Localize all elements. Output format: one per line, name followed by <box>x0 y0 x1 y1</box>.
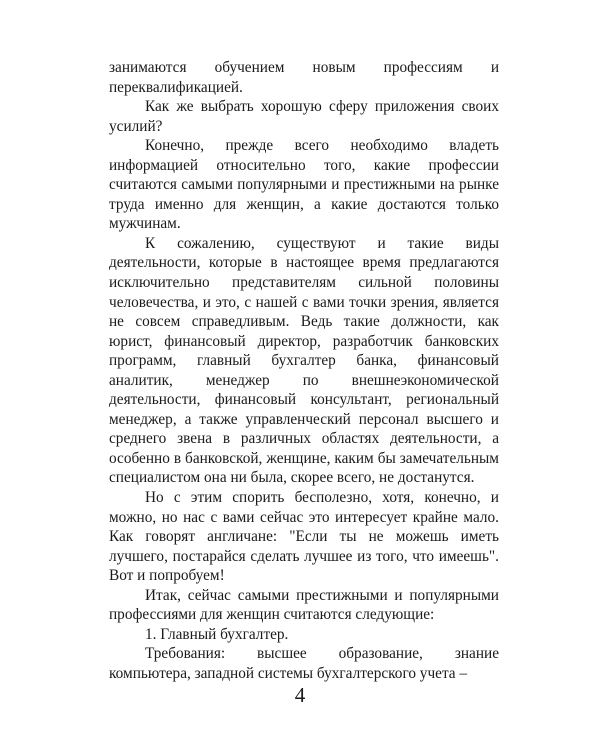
page-number: 4 <box>294 683 306 707</box>
paragraph-english-saying: Но с этим спорить бесполезно, хотя, конечно, и можно, но нас с вами сейчас это интересует крайне мало. Как говорят англичане: "Если ты не можешь иметь лучшего, постарайся сделать лучшее из того, что имеешь". Вот и попробуем! <box>109 489 499 585</box>
list-item-chief-accountant: 1. Главный бухгалтер. <box>145 625 289 643</box>
paragraph-male-professions: К сожалению, существуют и такие виды деятельности, которые в настоящее время предлагаются исключительно представителям сильной половины человечества, и это, с нашей с вами точки зрения, является не совсем справедливым. Ведь такие должности, как юрист, финансовый директор, разработчик банковских программ, главный бухгалтер банка, финансовый аналитик, менеджер по внешнеэкономической деятельности, финансовый консультант, региональный менеджер, а также управленческий персонал высшего и среднего звена в различных областях деятельности, а особенно в банковской, женщине, каким бы замечательным специалистом она ни была, скорее всего, не достанутся. <box>109 234 499 487</box>
page-body <box>109 58 499 684</box>
paragraph-requirements: Требования: высшее образование, знание компьютера, западной системы бухгалтерского учета – <box>109 645 499 682</box>
paragraph-list-intro: Итак, сейчас самыми престижными и популярными профессиями для женщин считаются следующие: <box>109 586 499 624</box>
paragraph-continuation: занимаются обучением новым профессиям и переквалификацией. <box>109 59 499 96</box>
paragraph-information: Конечно, прежде всего необходимо владеть информацией относительно того, какие профессии считаются самыми популярными и престижными на рынке труда именно для женщин, а какие достаются только мужчинам. <box>109 137 499 233</box>
paragraph-question: Как же выбрать хорошую сферу приложения своих усилий? <box>109 98 499 135</box>
